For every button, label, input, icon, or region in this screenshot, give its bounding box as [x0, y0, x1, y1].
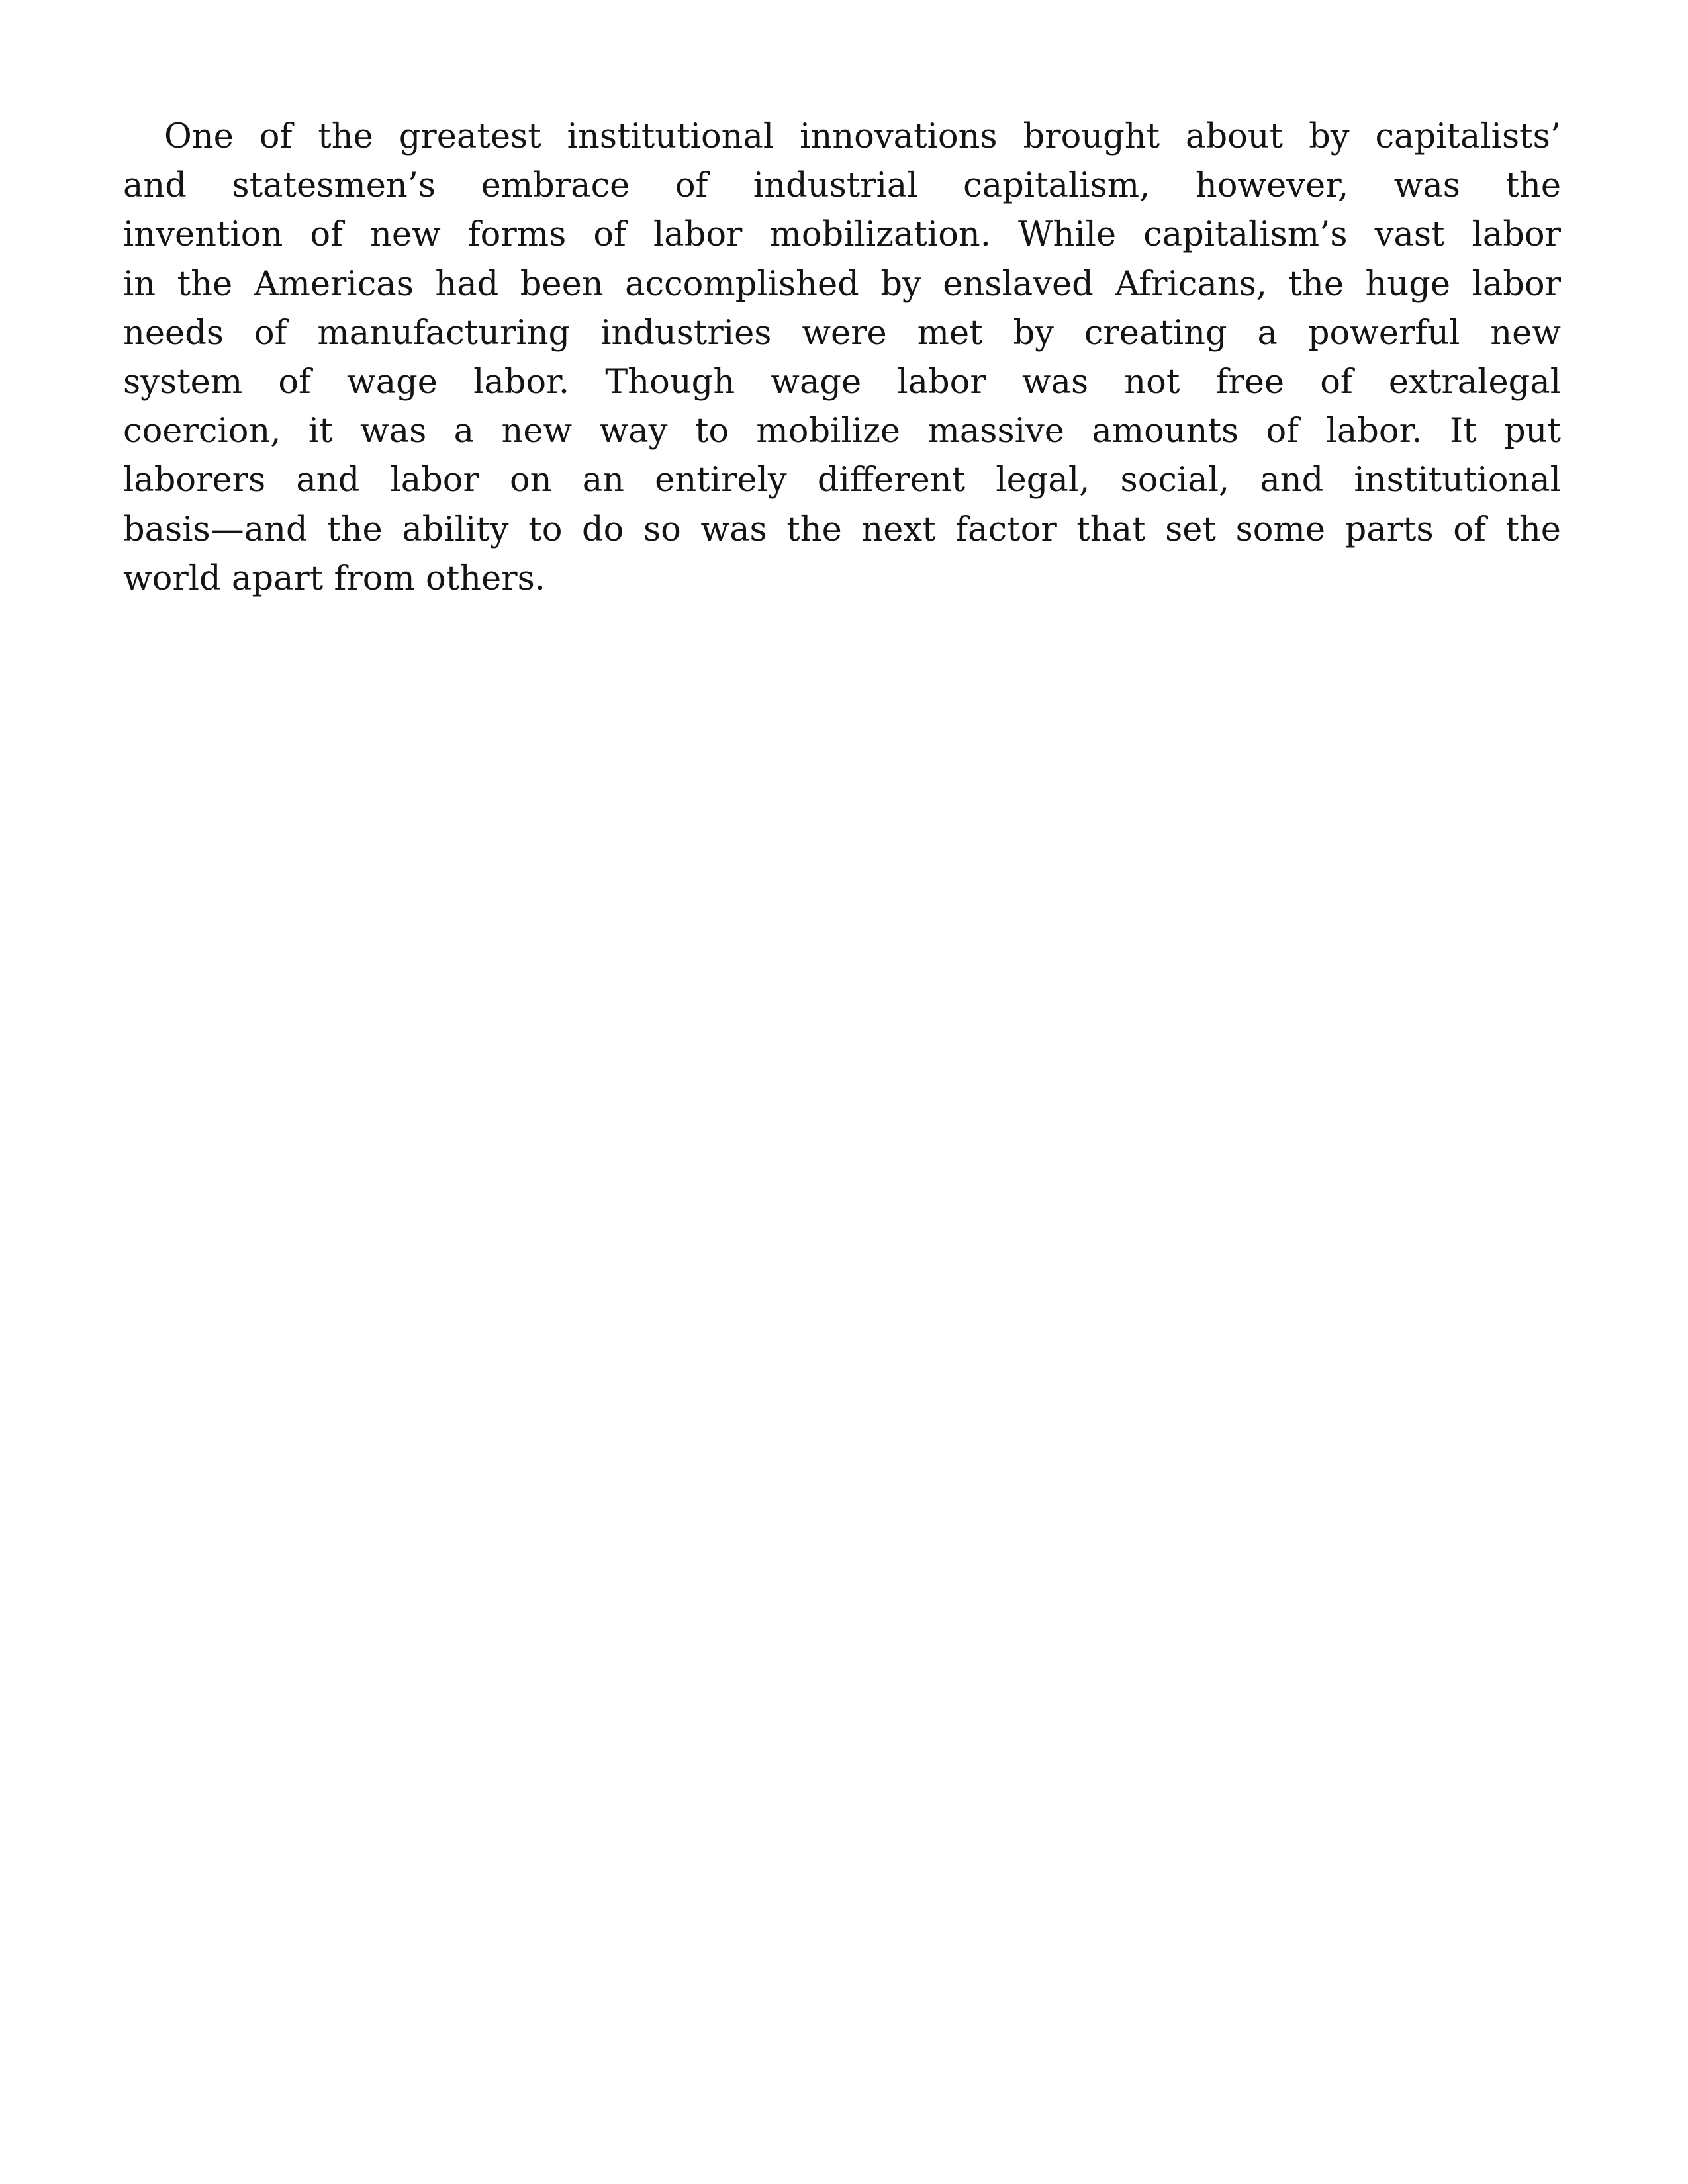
paragraph-line: coercion, it was a new way to mobilize massive amounts of labor. It put [123, 412, 1561, 451]
paragraph-line: laborers and labor on an entirely different legal, social, and institutional [123, 461, 1561, 500]
paragraph-line: needs of manufacturing industries were met by creating a powerful new [123, 313, 1561, 353]
paragraph-line: system of wage labor. Though wage labor was not free of extralegal [123, 362, 1561, 402]
paragraph-line: and statesmen’s embrace of industrial capitalism, however, was the [123, 166, 1561, 206]
body-paragraph [123, 113, 1561, 604]
paragraph-line: invention of new forms of labor mobilization. While capitalism’s vast labor [123, 215, 1561, 255]
paragraph-line: basis—and the ability to do so was the next factor that set some parts of the [123, 510, 1561, 549]
paragraph-line: in the Americas had been accomplished by enslaved Africans, the huge labor [123, 264, 1561, 304]
paragraph-line: One of the greatest institutional innovations brought about by capitalists’ [164, 117, 1561, 156]
paragraph-line: world apart from others. [123, 559, 545, 598]
